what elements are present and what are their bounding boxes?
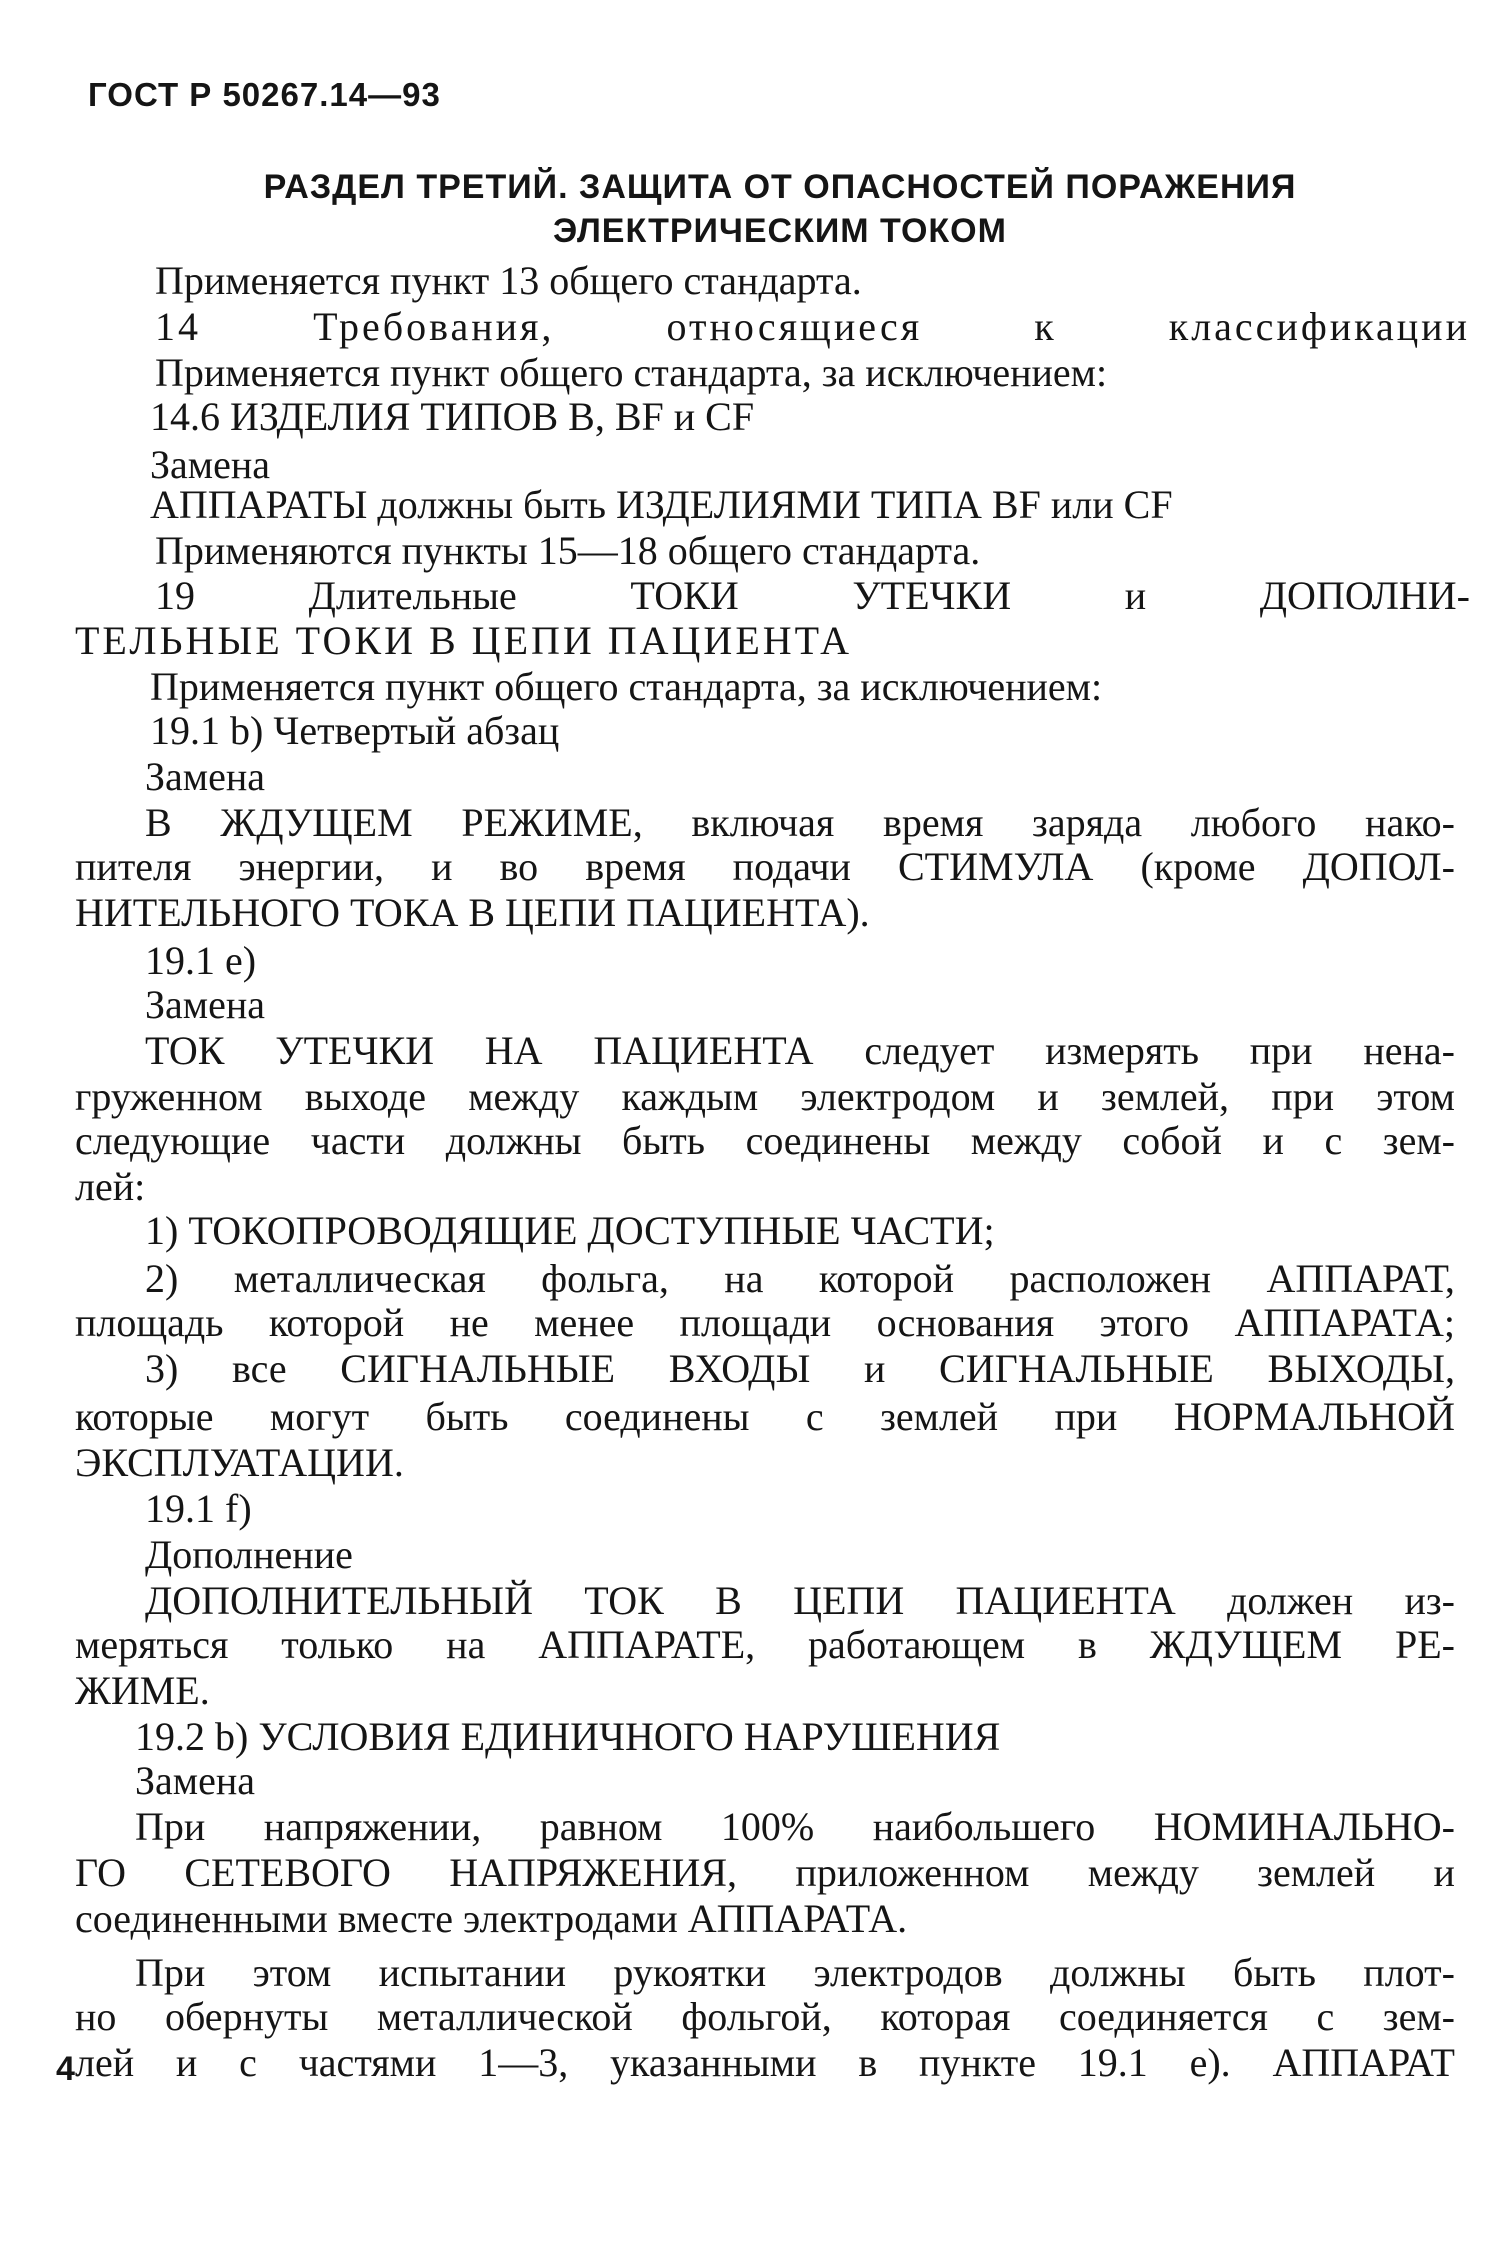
text-line-22: 1) ТОКОПРОВОДЯЩИЕ ДОСТУПНЫЕ ЧАСТИ; xyxy=(145,1208,995,1253)
text-line-37: соединенными вместе электродами АППАРАТА. xyxy=(75,1896,908,1941)
text-line-27: ЭКСПЛУАТАЦИИ. xyxy=(75,1440,404,1485)
text-line-31: меряться только на АППАРАТЕ, работающем в ЖДУЩЕМ РЕ- xyxy=(75,1622,1455,1667)
text-line-16: 19.1 е) xyxy=(145,938,257,983)
text-line-40: лей и с частями 1—3, указанными в пункте 19.1 е). АППАРАТ xyxy=(75,2040,1455,2085)
text-line-2: 14 Требования, относящиеся к классификации xyxy=(155,304,1470,349)
text-line-38: При этом испытании рукоятки электродов должны быть плот- xyxy=(135,1950,1455,1995)
text-line-14: пителя энергии, и во время подачи СТИМУЛА (кроме ДОПОЛ- xyxy=(75,844,1455,889)
text-line-18: ТОК УТЕЧКИ НА ПАЦИЕНТА следует измерять при нена- xyxy=(145,1028,1455,1073)
text-line-3: Применяется пункт общего стандарта, за исключением: xyxy=(155,350,1108,395)
text-line-8: 19 Длительные ТОКИ УТЕЧКИ и ДОПОЛНИ- xyxy=(155,573,1470,618)
text-line-15: НИТЕЛЬНОГО ТОКА В ЦЕПИ ПАЦИЕНТА). xyxy=(75,890,870,935)
text-line-1: Применяется пункт 13 общего стандарта. xyxy=(155,258,862,303)
text-line-35: При напряжении, равном 100% наибольшего НОМИНАЛЬНО- xyxy=(135,1804,1455,1849)
text-line-30: ДОПОЛНИТЕЛЬНЫЙ ТОК В ЦЕПИ ПАЦИЕНТА должен из- xyxy=(145,1578,1455,1623)
text-line-7: Применяются пункты 15—18 общего стандарта. xyxy=(155,528,981,573)
text-line-12: Замена xyxy=(145,754,266,799)
text-line-5: Замена xyxy=(150,442,271,487)
text-line-29: Дополнение xyxy=(145,1532,353,1577)
text-line-25: 3) все СИГНАЛЬНЫЕ ВХОДЫ и СИГНАЛЬНЫЕ ВЫХОДЫ, xyxy=(145,1346,1455,1391)
text-line-32: ЖИМЕ. xyxy=(75,1668,210,1713)
document-header: ГОСТ Р 50267.14—93 xyxy=(88,76,441,113)
section-title-line-1: РАЗДЕЛ ТРЕТИЙ. ЗАЩИТА ОТ ОПАСНОСТЕЙ ПОРАЖЕНИЯ xyxy=(263,168,1297,206)
text-line-24: площадь которой не менее площади основания этого АППАРАТА; xyxy=(75,1300,1455,1345)
text-line-19: груженном выходе между каждым электродом и землей, при этом xyxy=(75,1074,1455,1119)
text-line-28: 19.1 f) xyxy=(145,1486,252,1531)
text-line-21: лей: xyxy=(75,1164,146,1209)
text-line-13: В ЖДУЩЕМ РЕЖИМЕ, включая время заряда любого нако- xyxy=(145,800,1455,845)
text-line-34: Замена xyxy=(135,1758,256,1803)
text-line-4: 14.6 ИЗДЕЛИЯ ТИПОВ В, BF и CF xyxy=(150,394,755,439)
text-line-33: 19.2 b) УСЛОВИЯ ЕДИНИЧНОГО НАРУШЕНИЯ xyxy=(135,1714,1001,1759)
text-line-17: Замена xyxy=(145,982,266,1027)
section-title-line-2: ЭЛЕКТРИЧЕСКИМ ТОКОМ xyxy=(553,212,1007,250)
text-line-36: ГО СЕТЕВОГО НАПРЯЖЕНИЯ, приложенном между землей и xyxy=(75,1850,1455,1895)
text-line-39: но обернуты металлической фольгой, которая соединяется с зем- xyxy=(75,1994,1455,2039)
text-line-11: 19.1 b) Четвертый абзац xyxy=(150,708,560,753)
page-number: 4 xyxy=(56,2050,75,2088)
text-line-9: ТЕЛЬНЫЕ ТОКИ В ЦЕПИ ПАЦИЕНТА xyxy=(75,618,852,663)
text-line-6: АППАРАТЫ должны быть ИЗДЕЛИЯМИ ТИПА BF или CF xyxy=(150,482,1173,527)
text-line-23: 2) металлическая фольга, на которой расположен АППАРАТ, xyxy=(145,1256,1455,1301)
text-line-20: следующие части должны быть соединены между собой и с зем- xyxy=(75,1118,1455,1163)
text-line-26: которые могут быть соединены с землей при НОРМАЛЬНОЙ xyxy=(75,1394,1455,1439)
text-line-10: Применяется пункт общего стандарта, за исключением: xyxy=(150,664,1103,709)
